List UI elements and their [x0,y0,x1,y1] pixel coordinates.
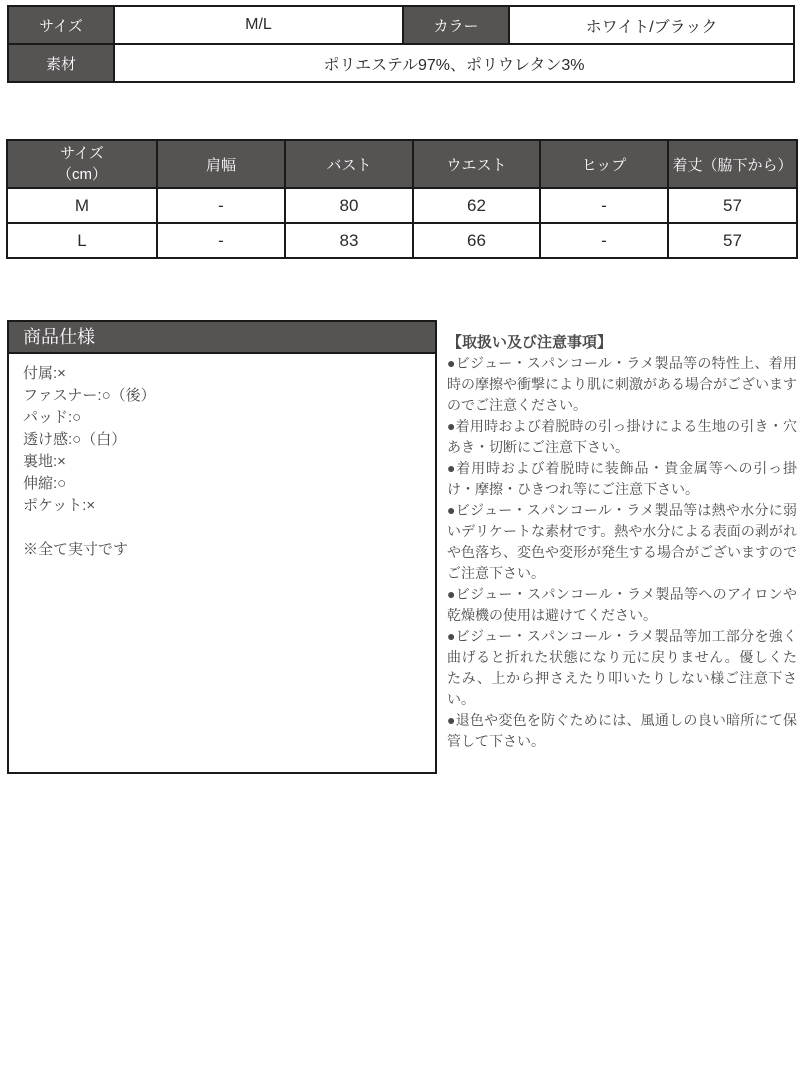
row-m-length: 57 [668,188,797,223]
size-chart-table [6,139,798,259]
color-value-cell: ホワイト/ブラック [509,6,794,44]
header-bust-cell: バスト [285,140,413,188]
size-chart-header-row [7,140,797,188]
size-label-cell: サイズ [8,6,114,44]
handling-notes-title: 【取扱い及び注意事項】 [447,334,613,351]
row-l-hip: - [540,223,668,258]
header-size-line2: （cm） [57,166,107,183]
material-value-cell: ポリエステル97%、ポリウレタン3% [114,44,794,82]
handling-note-snagging: ●着用時および着脱時の引っ掛けによる生地の引き・穴あき・切断にご注意下さい。 [447,418,797,455]
spec-measurement-note: ※全て実寸です [23,541,129,558]
handling-note-bending: ●ビジュー・スパンコール・ラメ製品等加工部分を強く曲げると折れた状態になり元に戻りません。優しくたたみ、上から押さえたり叩いたりしない様ご注意下さい。 [447,628,797,707]
header-size-line1: サイズ [60,145,104,162]
size-value-cell: M/L [114,6,403,44]
handling-note-jewelry: ●着用時および着脱時に装飾品・貴金属等への引っ掛け・摩擦・ひきつれ等にご注意下さい。 [447,460,797,497]
color-label-cell: カラー [403,6,509,44]
product-spec-box [7,320,437,774]
header-size-cm-cell [7,140,157,188]
header-waist-cell: ウエスト [413,140,540,188]
header-hip-cell: ヒップ [540,140,668,188]
spec-item-stretch: 伸縮:○ [23,475,67,492]
handling-note-heat-moisture: ●ビジュー・スパンコール・ラメ製品等は熱や水分に弱いデリケートな素材です。熱や水分による表面の剥がれや色落ち、変色や変形が発生する場合がございますのでご注意下さい。 [447,502,797,581]
spec-item-accessory: 付属:× [23,365,66,382]
spec-item-sheerness: 透け感:○（白） [23,431,127,448]
row-l-size: L [7,223,157,258]
spec-summary-table [7,5,795,83]
size-chart-row-m [7,188,797,223]
handling-notes [447,332,797,752]
handling-note-iron-dryer: ●ビジュー・スパンコール・ラメ製品等へのアイロンや乾燥機の使用は避けてください。 [447,586,797,623]
spec-item-fastener: ファスナー:○（後） [23,387,156,404]
product-spec-list [9,354,435,561]
material-label-cell: 素材 [8,44,114,82]
spec-summary-row-size-color [8,6,794,44]
spec-summary-row-material [8,44,794,82]
row-m-waist: 62 [413,188,540,223]
handling-note-storage: ●退色や変色を防ぐためには、風通しの良い暗所にて保管して下さい。 [447,712,797,749]
row-m-shoulder: - [157,188,285,223]
row-l-bust: 83 [285,223,413,258]
header-length-cell: 着丈（脇下から） [668,140,797,188]
row-l-waist: 66 [413,223,540,258]
handling-note-friction: ●ビジュー・スパンコール・ラメ製品等の特性上、着用時の摩擦や衝撃により肌に刺激がある場合がございますのでご注意ください。 [447,355,797,413]
spec-item-pad: パッド:○ [23,409,82,426]
size-chart-row-l [7,223,797,258]
spec-item-pocket: ポケット:× [23,497,96,514]
row-m-hip: - [540,188,668,223]
header-shoulder-cell: 肩幅 [157,140,285,188]
row-l-shoulder: - [157,223,285,258]
product-spec-title: 商品仕様 [9,322,435,354]
row-m-size: M [7,188,157,223]
row-m-bust: 80 [285,188,413,223]
row-l-length: 57 [668,223,797,258]
spec-item-lining: 裏地:× [23,453,66,470]
